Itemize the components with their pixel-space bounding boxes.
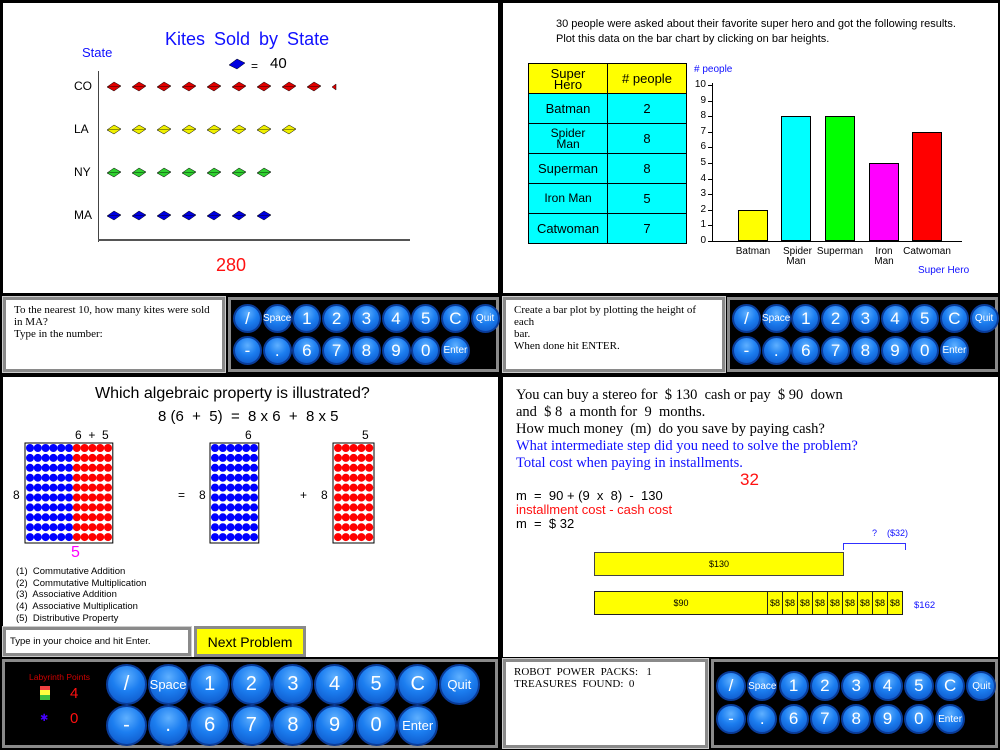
key-decimal[interactable]: . [762,336,791,365]
monthly-payment-segment: $8 [842,591,858,615]
y-tick [708,163,712,164]
key-enter[interactable]: Enter [441,336,470,365]
bar-chart-panel [503,3,998,293]
key-quit[interactable]: Quit [970,304,999,333]
intro-line: Plot this data on the bar chart by clicking on bar heights. [556,33,830,45]
key-7[interactable]: 7 [821,336,850,365]
key-2[interactable]: 2 [231,664,272,705]
key-quit[interactable]: Quit [439,664,480,705]
pictograph-panel [3,3,498,293]
status-box [503,659,708,748]
kite-icon [132,168,146,177]
key-8[interactable]: 8 [851,336,880,365]
key-7[interactable]: 7 [322,336,351,365]
option-2: (2) Commutative Multiplication [16,577,147,589]
down-payment-segment: $90 [594,591,768,615]
key-1[interactable]: 1 [779,671,809,701]
key-c[interactable]: C [935,671,965,701]
y-axis [98,71,99,242]
key-8[interactable]: 8 [352,336,381,365]
table-cell: Iron Man [528,183,608,214]
key-minus[interactable]: - [732,336,761,365]
key-1[interactable]: 1 [189,664,230,705]
kite-icon [107,125,121,134]
key-5[interactable]: 5 [411,304,440,333]
algebra-panel [3,377,498,657]
key-3[interactable]: 3 [352,304,381,333]
key-5[interactable]: 5 [356,664,397,705]
key-divide[interactable]: / [106,664,147,705]
prompt-line: Type in the number: [14,328,103,340]
key-divide[interactable]: / [233,304,262,333]
kite-icon [157,82,171,91]
y-tick [708,194,712,195]
y-tick [708,147,712,148]
prompt-line: in MA? [14,316,48,328]
monthly-payment-segment: $8 [872,591,888,615]
key-minus[interactable]: - [233,336,262,365]
key-4[interactable]: 4 [382,304,411,333]
y-tick-label: 0 [700,235,706,246]
kite-icon [257,168,271,177]
left-grid-label: 6 + 5 [75,428,109,442]
y-tick-label: 2 [700,203,706,215]
y-tick [708,132,712,133]
bar-superman[interactable] [825,116,855,241]
kite-icon [282,82,296,91]
key-5[interactable]: 5 [910,304,939,333]
key-decimal[interactable]: . [263,336,292,365]
key-enter[interactable]: Enter [940,336,969,365]
kite-icon [132,125,146,134]
key-1[interactable]: 1 [292,304,321,333]
problem-line: and $ 8 a month for 9 months. [516,404,706,420]
y-tick-label: 3 [700,188,706,200]
axis-label: State [82,45,113,60]
y-tick [708,225,712,226]
bracket-label: ? ($32) [872,528,909,538]
kite-icon [207,211,221,220]
monthly-payment-segment: $8 [812,591,828,615]
y-tick [708,210,712,211]
key-9[interactable]: 9 [382,336,411,365]
table-cell: Spider Man [528,123,608,154]
key-c[interactable]: C [940,304,969,333]
kite-row [105,79,365,95]
table-header: Super Hero [528,63,608,94]
bar-ironman[interactable] [869,163,899,241]
x-tick-label: Superman [816,246,864,257]
bar-spiderman[interactable] [781,116,811,241]
keypad [228,297,499,372]
kite-icon [157,125,171,134]
key-decimal[interactable]: . [148,705,189,746]
key-9[interactable]: 9 [881,336,910,365]
key-space[interactable]: Space [148,664,189,705]
y-tick-label: 8 [700,110,706,122]
work-line: m = 90 + (9 x 8) - 130 [516,488,663,503]
table-cell: Superman [528,153,608,184]
step-question: What intermediate step did you need to solve the problem? [516,438,858,454]
key-3[interactable]: 3 [272,664,313,705]
equation: 8 (6 + 5) = 8 x 6 + 8 x 5 [158,408,339,425]
six-column-dot-grid [210,443,259,543]
robot-points: 4 [70,685,79,702]
table-cell[interactable]: 5 [607,183,687,214]
row-label: 8 [199,488,206,502]
monthly-payment-segment: $8 [827,591,843,615]
key-4[interactable]: 4 [873,671,903,701]
y-tick [708,179,712,180]
table-cell: Batman [528,93,608,124]
question: Which algebraic property is illustrated? [95,385,370,402]
key-divide[interactable]: / [732,304,761,333]
key-enter[interactable]: Enter [935,704,965,734]
state-label: MA [74,208,92,222]
y-tick-label: 5 [700,157,706,168]
y-tick-label: 9 [700,94,706,106]
key-0[interactable]: 0 [356,705,397,746]
keypad [711,659,998,748]
y-tick [708,85,712,86]
kite-row [105,208,365,224]
choice-input[interactable]: Type in your choice and hit Enter. [3,627,191,656]
table-cell[interactable]: 8 [607,153,687,184]
prompt-line: To the nearest 10, how many kites were sold [14,304,210,316]
y-tick-label: 1 [700,219,706,231]
key-4[interactable]: 4 [314,664,355,705]
y-tick-label: 10 [694,79,706,90]
key-decimal[interactable]: . [747,704,777,734]
legend-value: 40 [270,55,287,72]
result-line: m = $ 32 [516,516,575,531]
key-1[interactable]: 1 [791,304,820,333]
dot-grids [3,377,498,557]
key-space[interactable]: Space [762,304,791,333]
key-6[interactable]: 6 [292,336,321,365]
problem-line: How much money (m) do you save by paying cash? [516,421,825,437]
kite-icon [132,211,146,220]
kite-icon [257,211,271,220]
key-2[interactable]: 2 [810,671,840,701]
kite-icon [257,82,271,91]
key-0[interactable]: 0 [910,336,939,365]
keypad [2,659,498,748]
table-cell: Catwoman [528,213,608,244]
y-tick [708,101,712,102]
intro-line: 30 people were asked about their favorite super hero and got the following results. [556,18,956,30]
row-label: 8 [321,488,328,502]
y-axis-label: # people [694,64,733,75]
installment-bar [594,591,907,615]
row-label: 8 [13,488,20,502]
step-hint: Total cost when paying in installments. [516,455,743,471]
typed-answer: 5 [71,544,80,561]
kite-icon [182,211,196,220]
x-tick-label: Catwoman [903,246,951,257]
kite-icon [207,168,221,177]
key-6[interactable]: 6 [791,336,820,365]
prompt-line: bar. [514,328,531,340]
kite-icon [107,82,121,91]
key-0[interactable]: 0 [411,336,440,365]
equals-sign: = [178,488,186,502]
option-4: (4) Associative Multiplication [16,601,138,613]
key-4[interactable]: 4 [881,304,910,333]
next-problem-button[interactable]: Next Problem [194,626,306,657]
right-grid-label: 5 [362,428,369,442]
table-cell[interactable]: 2 [607,93,687,124]
key-7[interactable]: 7 [810,704,840,734]
option-5: (5) Distributive Property [16,612,119,624]
kite-icon [232,168,246,177]
plus-sign: + [300,488,308,502]
option-3: (3) Associative Addition [16,589,117,601]
treasures-found: TREASURES FOUND: 0 [514,678,635,690]
difference-bracket [843,543,906,550]
mid-grid-label: 6 [245,428,252,442]
power-packs: ROBOT POWER PACKS: 1 [514,666,652,678]
problem-line: You can buy a stereo for $ 130 cash or pay $ 90 down [516,387,843,403]
key-enter[interactable]: Enter [397,705,438,746]
kite-icon [207,125,221,134]
key-minus[interactable]: - [716,704,746,734]
typed-answer: 280 [216,255,247,275]
key-minus[interactable]: - [106,705,147,746]
bar-batman[interactable] [738,210,768,241]
key-6[interactable]: 6 [779,704,809,734]
kite-icon [307,82,321,91]
x-tick-label: Spider Man [783,246,812,267]
y-tick-label: 6 [700,141,706,153]
key-c[interactable]: C [441,304,470,333]
key-8[interactable]: 8 [841,704,871,734]
x-tick-label: Batman [735,246,771,257]
kite-icon [232,211,246,220]
key-8[interactable]: 8 [272,705,313,746]
cash-bar: $130 [594,552,844,576]
kite-icon [182,82,196,91]
key-9[interactable]: 9 [314,705,355,746]
kite-icon [157,168,171,177]
legend-kite-icon [227,57,247,71]
kite-icon [107,168,121,177]
key-3[interactable]: 3 [841,671,871,701]
kite-icon [182,125,196,134]
key-2[interactable]: 2 [821,304,850,333]
table-cell[interactable]: 7 [607,213,687,244]
kite-icon [232,82,246,91]
key-quit[interactable]: Quit [966,671,996,701]
typed-answer: 32 [740,470,759,489]
monthly-payment-segment: $8 [767,591,783,615]
kite-icon [332,84,336,90]
points-label: Labyrinth Points [29,672,90,682]
keypad [727,297,998,372]
kite-icon [207,82,221,91]
combined-dot-grid [25,443,113,543]
five-column-dot-grid [333,443,374,543]
instruction-box [503,297,725,372]
monthly-payment-segment: $8 [857,591,873,615]
monthly-payment-segment: $8 [782,591,798,615]
kite-icon [132,82,146,91]
kite-icon [257,125,271,134]
key-0[interactable]: 0 [904,704,934,734]
key-2[interactable]: 2 [322,304,351,333]
y-axis [712,83,713,241]
installment-total: $162 [914,600,936,611]
question-box [3,297,225,372]
prompt-line: Create a bar plot by plotting the height of each [514,304,697,328]
gem-points: 0 [70,710,79,727]
x-axis-label: Super Hero [918,265,970,276]
prompt-line: When done hit ENTER. [514,340,620,352]
robot-icon [40,686,50,700]
kite-icon [157,211,171,220]
x-tick-label: Iron Man [874,246,894,267]
monthly-payment-segment: $8 [797,591,813,615]
kite-icon [282,125,296,134]
key-7[interactable]: 7 [231,705,272,746]
y-tick [708,116,712,117]
option-1: (1) Commutative Addition [16,566,126,577]
key-3[interactable]: 3 [851,304,880,333]
key-6[interactable]: 6 [189,705,230,746]
table-cell[interactable]: 8 [607,123,687,154]
y-tick [708,241,712,242]
x-axis [98,239,410,241]
key-c[interactable]: C [397,664,438,705]
kite-row [105,122,365,138]
gem-icon: ✱ [40,713,47,724]
x-axis [712,241,962,242]
chart-title: Kites Sold by State [165,29,330,49]
state-label: NY [74,165,91,179]
kite-icon [182,168,196,177]
work-explanation: installment cost - cash cost [516,502,673,517]
monthly-payment-segment: $8 [887,591,903,615]
state-label: LA [74,122,89,136]
table-header: # people [607,63,687,94]
key-space[interactable]: Space [747,671,777,701]
kite-icon [232,125,246,134]
bar-catwoman[interactable] [912,132,942,241]
y-tick-label: 4 [700,172,706,184]
key-quit[interactable]: Quit [471,304,500,333]
legend-equals: = [251,59,259,73]
word-problem-panel [503,377,998,657]
state-label: CO [74,79,92,93]
y-tick-label: 7 [700,125,706,137]
key-5[interactable]: 5 [904,671,934,701]
key-9[interactable]: 9 [873,704,903,734]
kite-row [105,165,365,181]
key-space[interactable]: Space [263,304,292,333]
kite-icon [107,211,121,220]
key-divide[interactable]: / [716,671,746,701]
